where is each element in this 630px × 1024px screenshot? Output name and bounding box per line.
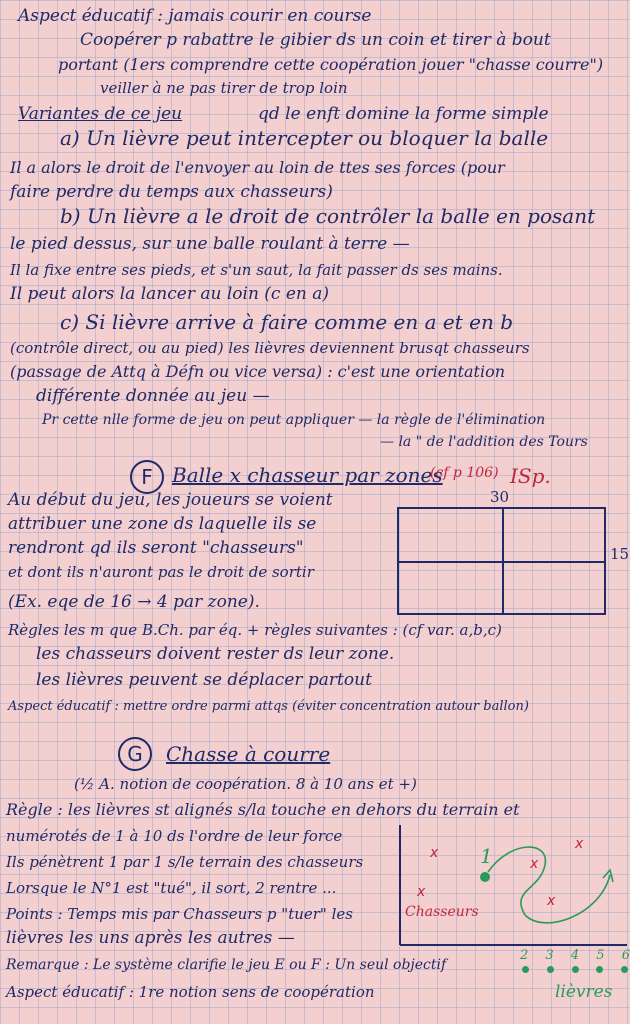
section-f-desc-5: (Ex. eqe de 16 → 4 par zone). [8,592,260,612]
section-g-title: Chasse à courre [166,742,331,766]
variante-c: c) Si lièvre arrive à faire comme en a et en b [60,310,514,334]
section-g-rule-2: numérotés de 1 à 10 ds l'ordre de leur force [6,827,343,845]
variante-c-text-2: (passage de Attq à Défn ou vice versa) : c'est une orientation [10,362,506,381]
cross-marker: x [575,836,584,852]
section-f-desc-4: et dont ils n'auront pas le droit de sortir [8,563,314,581]
lievre-path [488,847,610,923]
section-f-letter: F [130,460,164,494]
lievres-numbers [520,948,630,963]
section-g-points-1: Points : Temps mis par Chasseurs p "tuer" les [6,905,353,923]
lievre-token [572,966,579,973]
section-f-rule-2: les lièvres peuvent se déplacer partout [36,670,372,690]
variantes-title: Variantes de ce jeu [18,104,183,124]
text-cooperer: Coopérer p rabattre le gibier ds un coin et tirer à bout [80,30,551,50]
lievre-number: 2 [520,948,529,963]
lievre-token [522,966,529,973]
section-f-desc-3: rendront qd ils seront "chasseurs" [8,538,304,558]
zone-height-label: 15 [610,545,630,563]
variante-a-text-1: Il a alors le droit de l'envoyer au loin de ttes ses forces (pour [10,158,505,177]
lievre-number: 4 [570,948,580,963]
section-f-tag: ISp. [510,464,551,488]
lievre-token [596,966,603,973]
section-g-aspect: Aspect éducatif : 1re notion sens de coopération [6,983,375,1001]
variante-a: a) Un lièvre peut intercepter ou bloquer la balle [60,126,549,150]
lievres-dots [522,966,628,973]
cross-marker: x [530,856,539,872]
section-g-letter: G [118,737,152,771]
variantes-note: qd le enft domine la forme simple [258,104,549,124]
lievre-number: 5 [596,948,605,963]
variante-b-text-2: Il la fixe entre ses pieds, et s'un saut, la fait passer ds ses mains. [10,261,503,279]
section-f-title: Balle x chasseur par zones [172,463,443,487]
variante-c-text-5: — la " de l'addition des Tours [380,434,588,450]
lievre-number: 3 [545,948,554,963]
cross-marker: x [430,845,439,861]
aspect-educatif-1: Aspect éducatif : jamais courir en course [18,6,372,26]
variante-b-text-3: Il peut alors la lancer au loin (c en a) [10,284,330,304]
section-g-remarque: Remarque : Le système clarifie le jeu E ou F : Un seul objectif [6,957,447,973]
lievre-token [621,966,628,973]
section-f-desc-1: Au début du jeu, les joueurs se voient [8,490,333,510]
section-f-ref: (cf p 106) [430,465,499,481]
variante-c-text-3: différente donnée au jeu — [36,386,270,406]
lievre-number: 6 [621,948,630,963]
variante-c-text-4: Pr cette nlle forme de jeu on peut appliquer — la règle de l'élimination [42,412,546,428]
variante-b-text-1: le pied dessus, sur une balle roulant à terre — [10,234,410,254]
variante-a-text-2: faire perdre du temps aux chasseurs) [10,182,333,202]
cross-marker: x [417,884,426,900]
section-f-desc-2: attribuer une zone ds laquelle ils se [8,514,317,534]
variante-c-text-1: (contrôle direct, ou au pied) les lièvres deviennent brusqt chasseurs [10,339,530,357]
lievre-dot [480,872,490,882]
text-veiller: veiller à ne pas tirer de trop loin [100,79,348,97]
section-f-rule-1: les chasseurs doivent rester ds leur zone. [36,644,395,664]
zones-divider-horizontal [399,561,604,563]
section-g-subtitle: (½ A. notion de coopération. 8 à 10 ans et +) [74,775,417,793]
lievre-token [547,966,554,973]
zones-diagram [397,507,606,615]
section-g-rule-3: Ils pénètrent 1 par 1 s/le terrain des chasseurs [6,853,364,871]
section-g-rule-4: Lorsque le N°1 est "tué", il sort, 2 rentre ... [6,879,337,897]
lievres-label: lièvres [555,982,613,1002]
diagram-number-one: 1 [480,844,493,868]
section-g-points-2: lièvres les uns après les autres — [6,928,295,948]
section-g-rule-1: Règle : les lièvres st alignés s/la touche en dehors du terrain et [6,800,520,819]
text-portant: portant (1ers comprendre cette coopération jouer "chasse courre") [58,55,604,74]
zone-width-label: 30 [490,488,510,506]
section-f-aspect: Aspect éducatif : mettre ordre parmi attqs (éviter concentration autour ballon) [8,699,529,714]
section-f-regles: Règles les m que B.Ch. par éq. + règles suivantes : (cf var. a,b,c) [8,621,502,639]
diagram-chasseurs-label: Chasseurs [405,904,479,920]
cross-marker: x [547,893,556,909]
variante-b: b) Un lièvre a le droit de contrôler la balle en posant [60,204,596,228]
